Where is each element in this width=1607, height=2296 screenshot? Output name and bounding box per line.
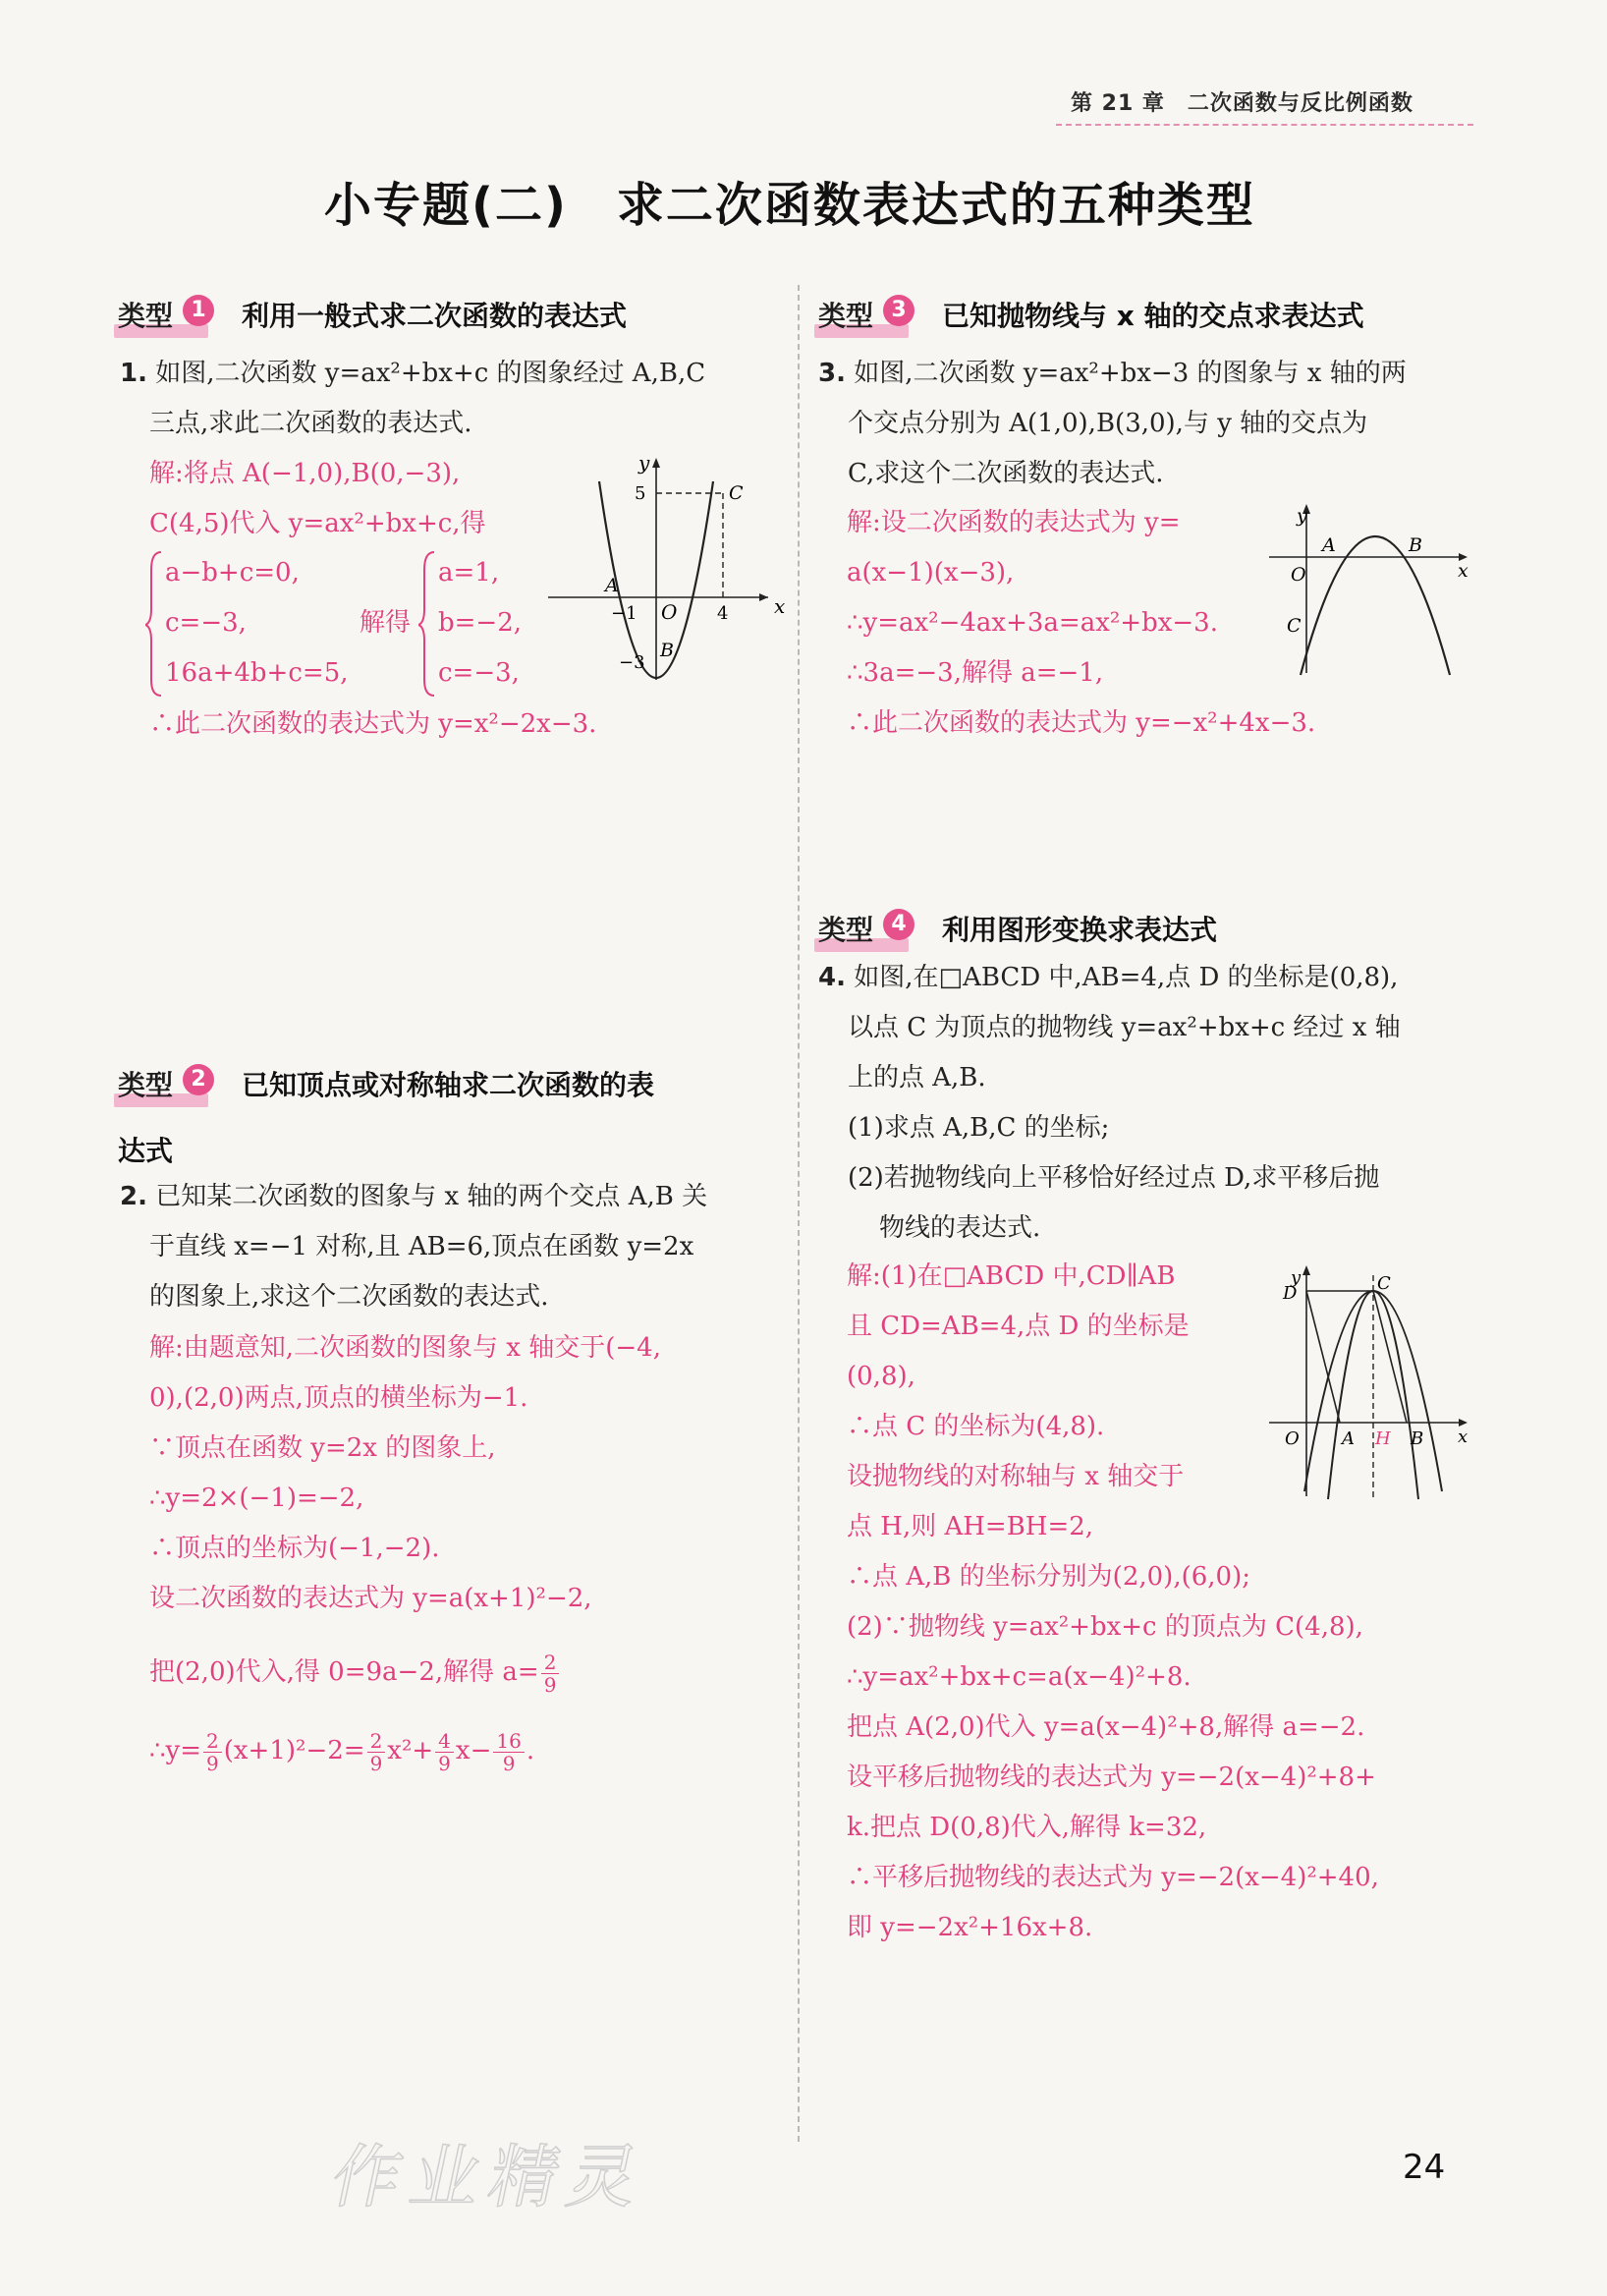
g3-axis-y: y: [1297, 505, 1307, 527]
left-brace: [145, 550, 163, 698]
type1-heading: [118, 295, 627, 334]
g4-axis-y: y: [1291, 1267, 1302, 1288]
g3-origin: O: [1291, 564, 1306, 586]
graph-4-parabolas: [1267, 1256, 1478, 1501]
chapter-header: 第 21 章 二次函数与反比例函数: [1071, 91, 1413, 116]
type3-title: 已知抛物线与 x 轴的交点求表达式: [942, 300, 1364, 332]
solution-2: 解:由题意知,二次函数的图象与 x 轴交于(−4, 0),(2,0)两点,顶点的横坐标为−1. ∵顶点在函数 y=2x 的图象上, ∴y=2×(−1)=−2, ∴顶点的坐标为(−1,−2). 设二次函数的表达式为 y=a(x+1)²−2,: [149, 1333, 661, 1613]
g4-label-c: C: [1377, 1273, 1391, 1294]
type1-badge: 类型 1: [118, 295, 214, 334]
g1-tick-m3: −3: [619, 652, 645, 673]
g4-label-h: H: [1375, 1428, 1391, 1449]
question-2: 2. 已知某二次函数的图象与 x 轴的两个交点 A,B 关 于直线 x=−1 对称,且 AB=6,顶点在函数 y=2x 的图象上,求这个二次函数的表达式.: [120, 1182, 708, 1312]
solution-3: 解:设二次函数的表达式为 y= a(x−1)(x−3), ∴y=ax²−4ax+3a=ax²+bx−3. ∴3a=−3,解得 a=−1, ∴此二次函数的表达式为 y=−x²+4x−3.: [847, 508, 1316, 738]
type1-title: 利用一般式求二次函数的表达式: [242, 300, 628, 332]
question-1: 1. 如图,二次函数 y=ax²+bx+c 的图象经过 A,B,C 三点,求此二次函数的表达式.: [120, 359, 706, 438]
question-4: 4. 如图,在□ABCD 中,AB=4,点 D 的坐标是(0,8), 以点 C 为顶点的抛物线 y=ax²+bx+c 经过 x 轴 上的点 A,B. (1)求点 A,B,C 的坐标; (2)若抛物线向上平移恰好经过点 D,求平移后抛 物线的表达式.: [818, 963, 1401, 1243]
solution-4: 解:(1)在□ABCD 中,CD∥AB 且 CD=AB=4,点 D 的坐标是 (0,8), ∴点 C 的坐标为(4,8). 设抛物线的对称轴与 x 轴交于 点 H,则 AH=BH=2, ∴点 A,B 的坐标分别为(2,0),(6,0); (2)∵抛物线 y=ax²+bx+c 的顶点为 C(4,8), ∴y=ax²+bx+c=a(x−4)²+8. 把点 A(2,0)代入 y=a(x−4)²+8,解得 a=−2. 设平移后抛物线的表达式为 y=−2(x−4)²+8+ k.把点 D(0,8)代入,解得 k=32, ∴平移后抛物线的表达式为 y=−2(x−4)²+40, 即 y=−2x²+16x+8.: [847, 1261, 1379, 1942]
g3-axis-x: x: [1458, 560, 1468, 582]
watermark: 作业精灵: [324, 2137, 656, 2217]
conclusion-1: ∴此二次函数的表达式为 y=x²−2x−3.: [149, 709, 597, 739]
type2-title-line1: 已知顶点或对称轴求二次函数的表: [242, 1069, 655, 1101]
g4-label-d: D: [1283, 1283, 1298, 1304]
g3-label-a: A: [1322, 534, 1336, 556]
solution-1: 解:将点 A(−1,0),B(0,−3), C(4,5)代入 y=ax²+bx+c,得: [149, 459, 486, 538]
type3-badge: 类型 3: [818, 295, 914, 334]
equation-system-right: a=1, b=−2, c=−3,: [418, 548, 522, 699]
g1-label-a: A: [605, 575, 619, 596]
page-title: 小专题(二) 求二次函数表达式的五种类型: [324, 178, 1255, 233]
g1-label-c: C: [729, 482, 744, 504]
g1-label-b: B: [660, 640, 674, 661]
type4-badge: 类型 4: [818, 909, 914, 948]
g1-axis-y: y: [638, 452, 650, 475]
equation-system-left: a−b+c=0, c=−3, 16a+4b+c=5,: [145, 548, 349, 699]
g1-tick-m1: −1: [611, 603, 637, 624]
type2-title-line2: 达式: [118, 1135, 174, 1167]
g3-label-c: C: [1287, 615, 1302, 637]
type3-heading: [818, 295, 1364, 334]
right-brace: [418, 550, 436, 698]
g1-origin: O: [661, 600, 678, 624]
g1-tick-4: 4: [717, 603, 729, 624]
question-3: 3. 如图,二次函数 y=ax²+bx−3 的图象与 x 轴的两 个交点分别为 A(1,0),B(3,0),与 y 轴的交点为 C,求这个二次函数的表达式.: [818, 359, 1407, 488]
page-number: 24: [1403, 2148, 1446, 2187]
type4-heading: [818, 909, 1217, 948]
g4-label-a: A: [1342, 1428, 1355, 1449]
graph-3-parabola: [1267, 496, 1478, 678]
solution-2-line7: 把(2,0)代入,得 0=9a−2,解得 a= $\frac{2}{9}$: [149, 1643, 561, 1702]
solution-2-final: ∴y= $\frac{2}{9}$ (x+1)²−2= $\frac{2}{9}$ x²+ $\frac{4}{9}$ x− $\frac{16}{9}$ .: [149, 1728, 535, 1775]
column-divider: [798, 285, 800, 2142]
type2-badge: 类型 2: [118, 1064, 214, 1103]
g1-tick-5: 5: [635, 483, 646, 504]
g4-label-b: B: [1411, 1428, 1424, 1449]
graph-1-parabola: [540, 452, 786, 688]
g4-origin: O: [1285, 1428, 1300, 1449]
solve-word: 解得: [360, 608, 412, 638]
g1-axis-x: x: [774, 594, 786, 618]
type2-heading: [118, 1064, 654, 1103]
g3-label-b: B: [1409, 534, 1422, 556]
header-divider: [1056, 124, 1473, 126]
type4-title: 利用图形变换求表达式: [942, 914, 1218, 946]
g4-axis-x: x: [1458, 1427, 1468, 1447]
